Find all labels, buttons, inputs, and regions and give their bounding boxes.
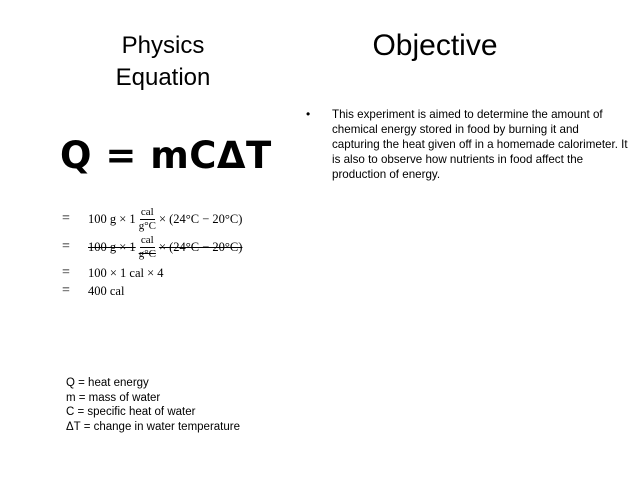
calc-row-1 — [62, 206, 242, 232]
calc-row-1-post: × (24°C − 20°C) — [158, 211, 243, 226]
variable-legend — [66, 376, 240, 434]
equals-sign: = — [62, 265, 70, 280]
calc-row-2 — [62, 234, 242, 260]
calc-row-1-fraction — [139, 207, 156, 232]
main-equation: Q = mCΔT — [60, 134, 272, 177]
calc-row-1-pre: 100 g × 1 — [88, 211, 136, 226]
physics-equation-title — [88, 30, 238, 94]
calc-row-3 — [62, 264, 242, 282]
calc-row-4 — [62, 282, 242, 300]
equals-sign: = — [62, 211, 70, 226]
fraction-numerator: cal — [140, 205, 154, 218]
calc-row-4-text: 400 cal — [88, 283, 125, 298]
calc-row-2-pre: 100 g × 1 — [88, 239, 136, 254]
objective-text: This experiment is aimed to determine the amount of chemical energy stored in food by burning it and capturing the heat given off in a homemade calorimeter. It is also to observe how nutrients in food affect the production of energy. — [332, 108, 628, 181]
legend-item: C = specific heat of water — [66, 406, 196, 418]
legend-item: Q = heat energy — [66, 377, 149, 389]
calculation-block — [62, 206, 242, 300]
legend-item: m = mass of water — [66, 391, 161, 404]
physics-equation-title-text: Physics Equation — [115, 32, 211, 91]
equals-sign: = — [62, 239, 70, 254]
calc-row-2-fraction — [139, 235, 156, 260]
bullet-icon: • — [306, 107, 311, 121]
fraction-numerator: cal — [140, 233, 154, 246]
fraction-denominator: g°C — [138, 247, 156, 260]
calc-row-3-text: 100 × 1 cal × 4 — [88, 265, 164, 280]
legend-item: ΔT = change in water temperature — [66, 420, 240, 433]
calc-row-2-post: × (24°C − 20°C) — [158, 239, 243, 254]
equals-sign: = — [62, 283, 70, 298]
objective-title: Objective — [372, 29, 498, 62]
fraction-denominator: g°C — [138, 219, 156, 232]
